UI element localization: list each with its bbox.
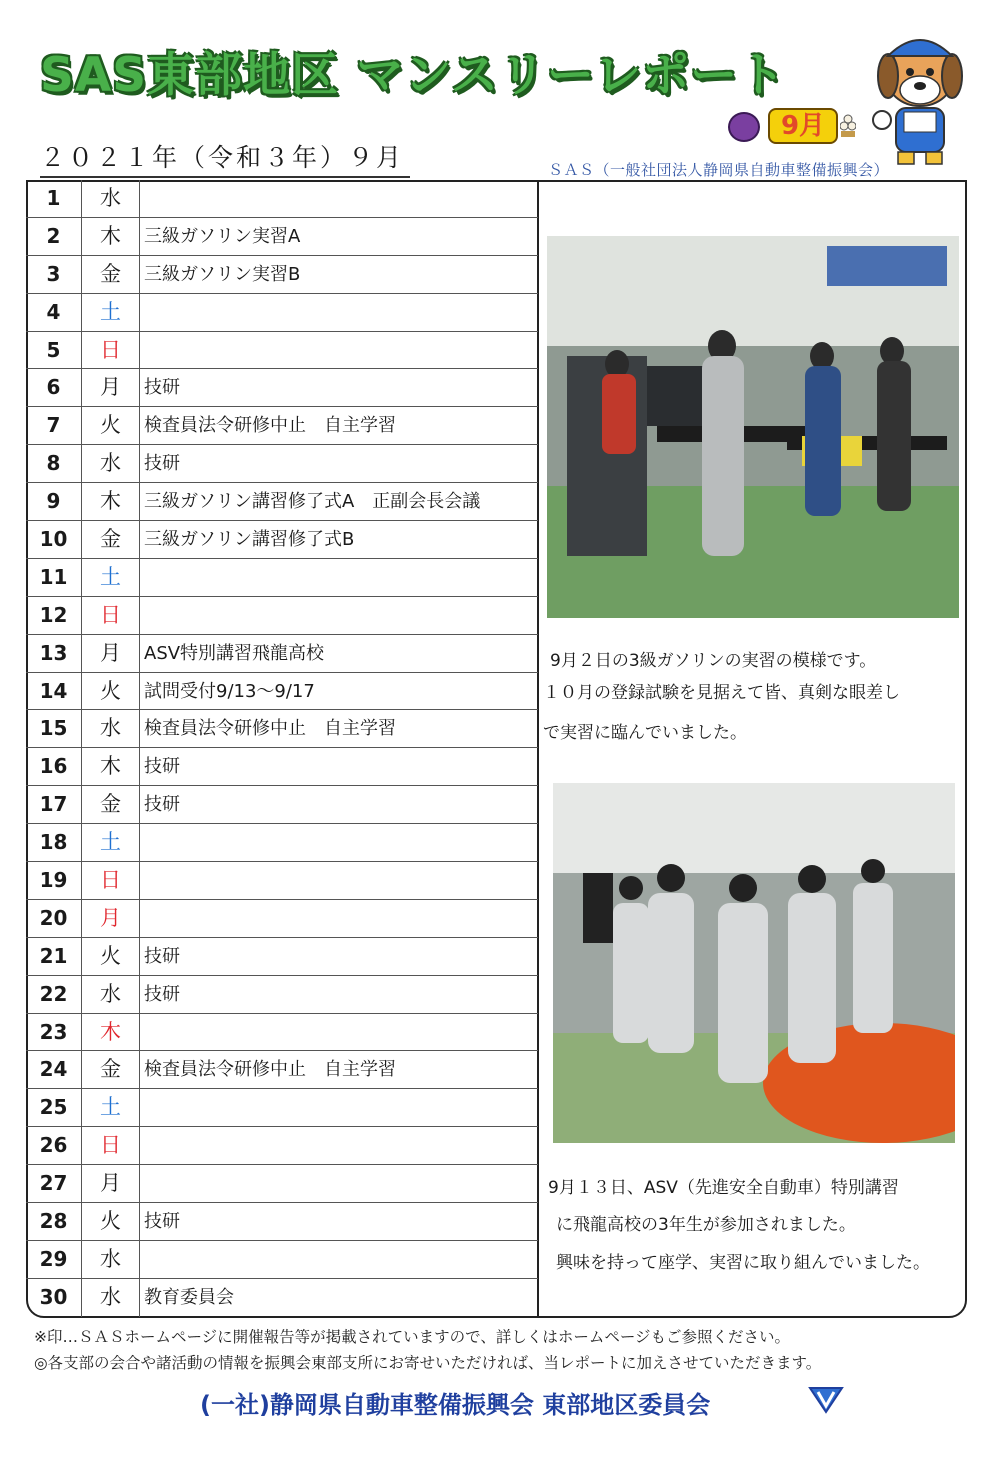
- calendar-weekday: 火: [82, 938, 140, 975]
- photo2-caption-line3: 興味を持って座学、実習に取り組んでいました。: [556, 1253, 930, 1273]
- calendar-row: [26, 256, 538, 294]
- calendar-row: [26, 710, 538, 748]
- calendar-row: [26, 673, 538, 711]
- photo-asv-course: [553, 783, 955, 1143]
- calendar-weekday: 水: [82, 1241, 140, 1278]
- photo1-caption-line1: 9月２日の3級ガソリンの実習の模様です。: [550, 651, 877, 671]
- calendar-weekday: 土: [82, 824, 140, 861]
- calendar-day: 14: [26, 673, 82, 710]
- calendar-day: 21: [26, 938, 82, 975]
- calendar-weekday: 火: [82, 407, 140, 444]
- calendar-event: [140, 824, 538, 861]
- calendar-event: [140, 559, 538, 596]
- month-badge: [728, 108, 856, 142]
- calendar-weekday: 日: [82, 1127, 140, 1164]
- calendar-row: [26, 862, 538, 900]
- calendar-row: [26, 180, 538, 218]
- calendar-weekday: 水: [82, 180, 140, 217]
- calendar-row: [26, 1241, 538, 1279]
- calendar-row: [26, 445, 538, 483]
- calendar-day: 25: [26, 1089, 82, 1126]
- calendar-day: 2: [26, 218, 82, 255]
- calendar-weekday: 土: [82, 294, 140, 331]
- calendar-row: [26, 1165, 538, 1203]
- calendar-event: 三級ガソリン講習修了式B: [144, 529, 355, 551]
- calendar-weekday: 木: [82, 483, 140, 520]
- calendar-weekday: 日: [82, 597, 140, 634]
- calendar-row: [26, 786, 538, 824]
- association-logo-icon: [808, 1384, 844, 1414]
- note-homepage: ※印…ＳＡＳホームページに開催報告等が掲載されていますので、詳しくはホームページもご参照ください。: [34, 1328, 791, 1346]
- calendar-event: 検査員法令研修中止 自主学習: [144, 1059, 396, 1081]
- calendar-day: 6: [26, 369, 82, 406]
- calendar-event: 三級ガソリン講習修了式A 正副会長会議: [144, 491, 481, 513]
- calendar-event: 検査員法令研修中止 自主学習: [144, 415, 396, 437]
- calendar-weekday: 水: [82, 445, 140, 482]
- photo1-caption-line2: １０月の登録試験を見据えて皆、真剣な眼差し: [543, 683, 900, 703]
- calendar-day: 24: [26, 1051, 82, 1088]
- calendar-row: [26, 1014, 538, 1052]
- calendar-event: [140, 1014, 538, 1051]
- calendar-row: [26, 748, 538, 786]
- calendar-weekday: 月: [82, 635, 140, 672]
- calendar-weekday: 金: [82, 521, 140, 558]
- calendar-row: [26, 332, 538, 370]
- calendar-event: [140, 1241, 538, 1278]
- calendar-event: 技研: [144, 794, 180, 816]
- calendar-event: 技研: [144, 453, 180, 475]
- calendar-day: 23: [26, 1014, 82, 1051]
- calendar-event: [140, 294, 538, 331]
- mascot-dog-icon: [858, 28, 978, 168]
- calendar-event: [140, 900, 538, 937]
- calendar-event: 技研: [144, 983, 180, 1005]
- calendar-day: 30: [26, 1279, 82, 1317]
- calendar-row: [26, 407, 538, 445]
- calendar-event: 三級ガソリン実習B: [144, 263, 301, 285]
- calendar-row: [26, 521, 538, 559]
- calendar-weekday: 木: [82, 748, 140, 785]
- calendar-weekday: 月: [82, 1165, 140, 1202]
- calendar-event: [140, 1165, 538, 1202]
- calendar-day: 29: [26, 1241, 82, 1278]
- note-submission: ◎各支部の会合や諸活動の情報を振興会東部支所にお寄せいただければ、当レポートに加えさせていただきます。: [34, 1354, 822, 1372]
- calendar-day: 19: [26, 862, 82, 899]
- calendar-weekday: 金: [82, 786, 140, 823]
- calendar-row: [26, 1127, 538, 1165]
- calendar-weekday: 金: [82, 1051, 140, 1088]
- calendar-event: [140, 332, 538, 369]
- month-badge-label: 9月: [768, 108, 838, 144]
- calendar-weekday: 月: [82, 900, 140, 937]
- calendar-weekday: 木: [82, 218, 140, 255]
- calendar-weekday: 金: [82, 256, 140, 293]
- calendar-day: 26: [26, 1127, 82, 1164]
- calendar-day: 11: [26, 559, 82, 596]
- calendar-day: 4: [26, 294, 82, 331]
- calendar-row: [26, 824, 538, 862]
- calendar-event: [140, 862, 538, 899]
- calendar-weekday: 日: [82, 862, 140, 899]
- calendar-day: 20: [26, 900, 82, 937]
- calendar-event: 三級ガソリン実習A: [144, 225, 301, 247]
- calendar-event: 教育委員会: [144, 1286, 234, 1308]
- calendar-row: [26, 369, 538, 407]
- calendar-weekday: 土: [82, 1089, 140, 1126]
- footer-committee: (一社)静岡県自動車整備振興会 東部地区委員会: [200, 1391, 711, 1419]
- calendar-event: 試問受付9/13～9/17: [144, 680, 315, 702]
- calendar-row: [26, 938, 538, 976]
- photo2-caption-line2: に飛龍高校の3年生が参加されました。: [556, 1215, 856, 1235]
- calendar-row: [26, 559, 538, 597]
- calendar-weekday: 日: [82, 332, 140, 369]
- calendar-event: 技研: [144, 945, 180, 967]
- calendar-weekday: 木: [82, 1014, 140, 1051]
- calendar-weekday: 水: [82, 710, 140, 747]
- calendar-weekday: 水: [82, 1279, 140, 1317]
- calendar-table: [26, 180, 538, 1317]
- calendar-row: [26, 1203, 538, 1241]
- calendar-day: 9: [26, 483, 82, 520]
- calendar-day: 28: [26, 1203, 82, 1240]
- calendar-day: 12: [26, 597, 82, 634]
- calendar-event: [140, 180, 538, 217]
- calendar-day: 7: [26, 407, 82, 444]
- calendar-event: 検査員法令研修中止 自主学習: [144, 718, 396, 740]
- photo2-caption-line1: 9月１３日、ASV（先進安全自動車）特別講習: [548, 1178, 899, 1198]
- calendar-day: 22: [26, 976, 82, 1013]
- calendar-weekday: 火: [82, 1203, 140, 1240]
- calendar-weekday: 火: [82, 673, 140, 710]
- calendar-event: 技研: [144, 377, 180, 399]
- calendar-day: 13: [26, 635, 82, 672]
- calendar-row: [26, 635, 538, 673]
- calendar-weekday: 水: [82, 976, 140, 1013]
- calendar-weekday: 土: [82, 559, 140, 596]
- calendar-row: [26, 976, 538, 1014]
- calendar-event: [140, 1089, 538, 1126]
- calendar-event: [140, 597, 538, 634]
- calendar-event: 技研: [144, 756, 180, 778]
- calendar-row: [26, 1279, 538, 1317]
- calendar-row: [26, 483, 538, 521]
- photo1-caption-line3: で実習に臨んでいました。: [543, 723, 747, 743]
- calendar-row: [26, 597, 538, 635]
- calendar-day: 17: [26, 786, 82, 823]
- calendar-day: 16: [26, 748, 82, 785]
- dango-icon: [840, 114, 856, 138]
- moon-icon: [728, 112, 760, 142]
- calendar-day: 5: [26, 332, 82, 369]
- calendar-day: 10: [26, 521, 82, 558]
- calendar-row: [26, 294, 538, 332]
- photo-gasoline-training: [547, 236, 959, 618]
- calendar-day: 15: [26, 710, 82, 747]
- calendar-row: [26, 218, 538, 256]
- calendar-event: 技研: [144, 1211, 180, 1233]
- calendar-event: ASV特別講習飛龍高校: [144, 642, 325, 664]
- calendar-row: [26, 1051, 538, 1089]
- report-date: ２０２１年（令和３年）９月: [40, 138, 404, 174]
- calendar-day: 27: [26, 1165, 82, 1202]
- calendar-event: [140, 1127, 538, 1164]
- report-title: SAS東部地区 マンスリーレポート: [40, 48, 787, 103]
- calendar-day: 8: [26, 445, 82, 482]
- organization-name: ＳＡＳ（一般社団法人静岡県自動車整備振興会）: [548, 161, 890, 179]
- calendar-row: [26, 1089, 538, 1127]
- calendar-weekday: 月: [82, 369, 140, 406]
- calendar-day: 18: [26, 824, 82, 861]
- calendar-day: 3: [26, 256, 82, 293]
- calendar-row: [26, 900, 538, 938]
- calendar-day: 1: [26, 180, 82, 217]
